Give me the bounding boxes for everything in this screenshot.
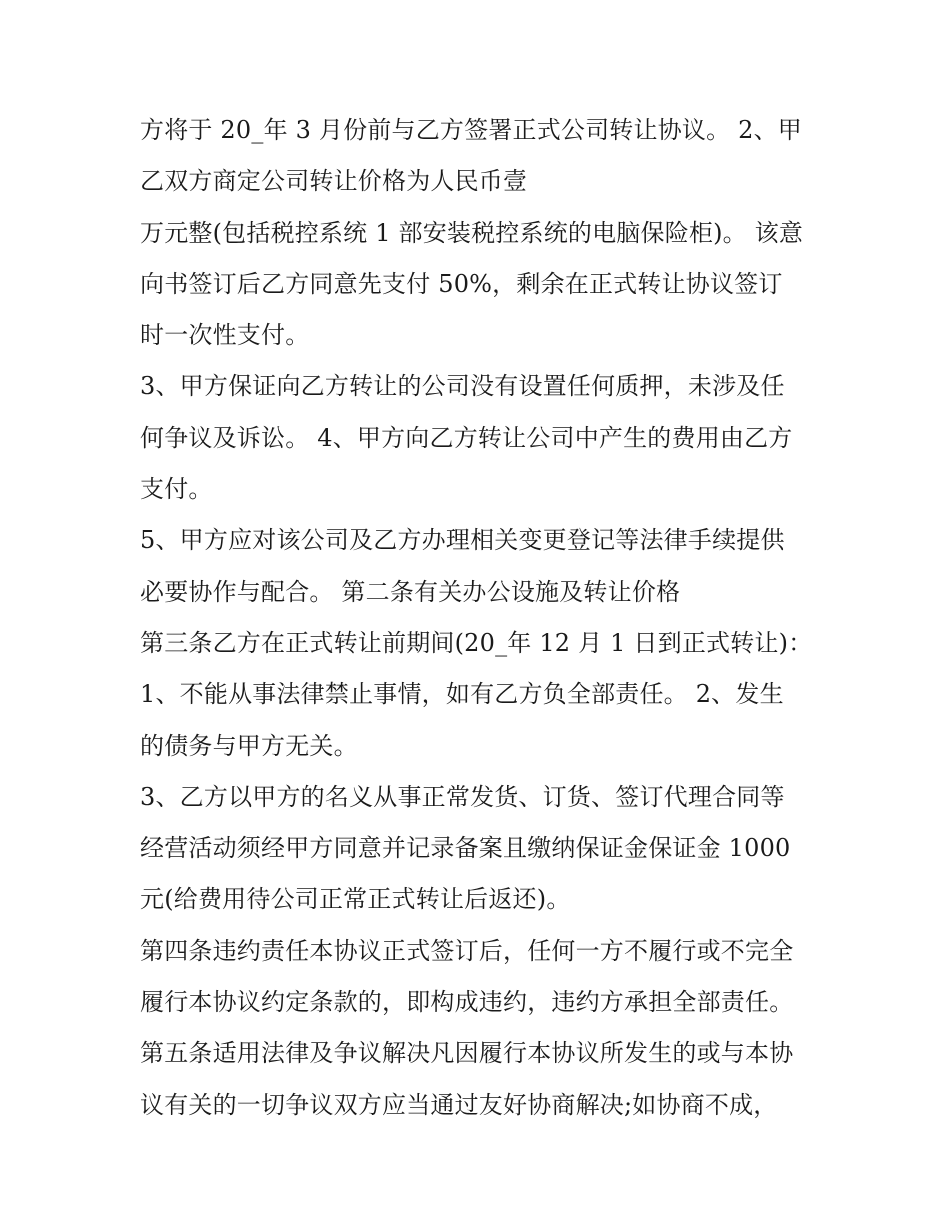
text-line: 时一次性支付。 [140, 321, 310, 350]
text-line: 第五条适用法律及争议解决凡因履行本协议所发生的或与本协 [140, 1039, 794, 1068]
text-line: 第四条违约责任本协议正式签订后，任何一方不履行或不完全 [140, 936, 794, 965]
text-line: 第三条乙方在正式转让前期间(20_年 12 月 1 日到正式转让)： [140, 628, 813, 657]
text-line: 乙双方商定公司转让价格为人民币壹 [140, 167, 528, 196]
text-line: 向书签订后乙方同意先支付 50%，剩余在正式转让协议签订 [140, 269, 783, 298]
text-line: 1、不能从事法律禁止事情，如有乙方负全部责任。 2、发生 [140, 680, 784, 709]
text-line: 万元整(包括税控系统 1 部安装税控系统的电脑保险柜)。 该意 [140, 218, 804, 247]
text-line: 方将于 20_年 3 月份前与乙方签署正式公司转让协议。 2、甲 [140, 116, 802, 144]
text-line: 何争议及诉讼。 4、甲方向乙方转让公司中产生的费用由乙方 [140, 423, 793, 452]
text-line: 的债务与甲方无关。 [140, 731, 358, 760]
text-line: 3、乙方以甲方的名义从事正常发货、订货、签订代理合同等 [140, 782, 785, 811]
text-line: 议有关的一切争议双方应当通过友好协商解决;如协商不成， [140, 1090, 778, 1119]
text-line: 必要协作与配合。 第二条有关办公设施及转让价格 [140, 577, 681, 606]
text-line: 支付。 [140, 475, 213, 504]
text-line: 履行本协议约定条款的，即构成违约，违约方承担全部责任。 [140, 988, 794, 1017]
text-line: 3、甲方保证向乙方转让的公司没有设置任何质押，未涉及任 [140, 372, 785, 401]
text-line: 5、甲方应对该公司及乙方办理相关变更登记等法律手续提供 [140, 526, 785, 555]
text-line: 元(给费用待公司正常正式转让后返还)。 [140, 885, 571, 914]
text-line: 经营活动须经甲方同意并记录备案且缴纳保证金保证金 1000 [140, 834, 791, 863]
document-body [140, 105, 820, 1131]
